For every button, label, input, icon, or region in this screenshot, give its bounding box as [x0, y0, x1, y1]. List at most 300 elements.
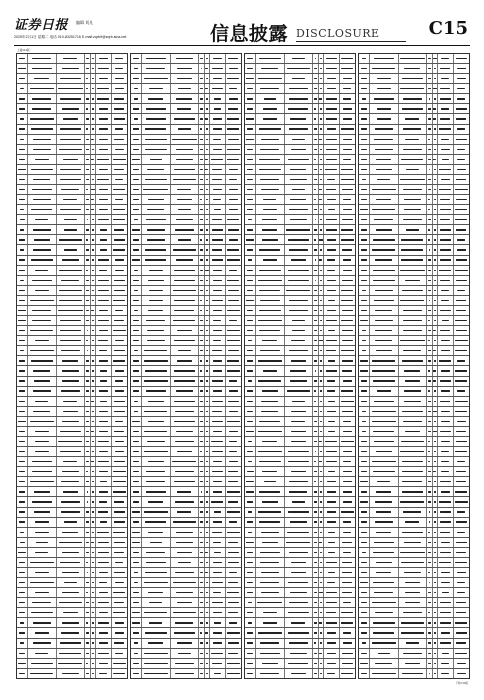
table-cell: [370, 669, 399, 678]
illegible-text-stroke: [404, 199, 422, 200]
table-cell: [340, 94, 355, 103]
table-cell: [28, 528, 57, 537]
illegible-text-stroke: [114, 239, 125, 240]
illegible-text-stroke: [86, 280, 88, 281]
illegible-text-stroke: [147, 169, 164, 170]
table-cell: [340, 296, 355, 305]
table-cell: [324, 74, 339, 83]
table-cell: [256, 64, 285, 73]
table-cell: [96, 145, 111, 154]
table-cell: [28, 326, 57, 335]
table-cell: [210, 175, 225, 184]
illegible-text-stroke: [113, 189, 125, 190]
illegible-text-stroke: [133, 481, 138, 482]
illegible-text-stroke: [227, 259, 240, 260]
illegible-text-stroke: [319, 653, 322, 654]
table-cell: [96, 518, 111, 527]
illegible-text-stroke: [35, 592, 49, 593]
table-cell: [57, 316, 86, 325]
table-cell: [324, 185, 339, 194]
table-cell: [454, 215, 469, 224]
illegible-text-stroke: [314, 179, 317, 180]
table-cell: [256, 256, 285, 265]
table-cell: [96, 618, 111, 627]
table-cell: [399, 649, 428, 658]
illegible-text-stroke: [92, 290, 94, 291]
table-row: [131, 497, 241, 507]
illegible-text-stroke: [428, 431, 431, 432]
illegible-text-stroke: [86, 421, 89, 422]
illegible-text-stroke: [148, 310, 163, 311]
table-cell: [245, 276, 256, 285]
illegible-text-stroke: [87, 330, 89, 331]
table-cell: [57, 628, 86, 637]
illegible-text-stroke: [200, 451, 202, 452]
illegible-text-stroke: [212, 350, 222, 351]
table-cell: [245, 649, 256, 658]
illegible-text-stroke: [228, 229, 239, 230]
illegible-text-stroke: [428, 108, 431, 109]
illegible-text-stroke: [457, 673, 466, 674]
illegible-text-stroke: [60, 209, 81, 210]
table-row: [131, 538, 241, 548]
illegible-text-stroke: [428, 471, 431, 472]
table-cell: [17, 508, 28, 517]
illegible-text-stroke: [402, 491, 423, 492]
table-cell: [17, 467, 28, 476]
illegible-text-stroke: [32, 320, 51, 321]
table-cell: [112, 286, 127, 295]
illegible-text-stroke: [146, 552, 165, 553]
illegible-text-stroke: [213, 340, 221, 341]
table-cell: [324, 215, 339, 224]
illegible-text-stroke: [228, 290, 239, 291]
table-cell: [57, 618, 86, 627]
illegible-text-stroke: [92, 411, 94, 412]
table-cell: [131, 175, 142, 184]
table-cell: [438, 125, 453, 134]
illegible-text-stroke: [148, 401, 164, 402]
illegible-text-stroke: [343, 139, 351, 140]
table-row: [359, 114, 469, 124]
illegible-text-stroke: [214, 622, 222, 623]
table-cell: [57, 215, 86, 224]
table-row: [359, 377, 469, 387]
table-row: [245, 94, 355, 104]
table-row: [131, 94, 241, 104]
illegible-text-stroke: [133, 592, 138, 593]
table-row: [359, 64, 469, 74]
table-row: [17, 286, 127, 296]
table-cell: [245, 235, 256, 244]
table-row: [359, 427, 469, 437]
illegible-text-stroke: [320, 360, 322, 361]
table-cell: [438, 417, 453, 426]
illegible-text-stroke: [148, 199, 164, 200]
table-row: [131, 377, 241, 387]
table-row: [359, 175, 469, 185]
illegible-text-stroke: [341, 290, 353, 291]
illegible-text-stroke: [133, 431, 139, 432]
illegible-text-stroke: [289, 642, 309, 643]
illegible-text-stroke: [247, 108, 253, 109]
illegible-text-stroke: [86, 521, 88, 522]
illegible-text-stroke: [320, 390, 322, 391]
illegible-text-stroke: [177, 511, 191, 512]
illegible-text-stroke: [229, 179, 237, 180]
illegible-text-stroke: [33, 370, 50, 371]
illegible-text-stroke: [145, 128, 166, 129]
table-cell: [245, 618, 256, 627]
illegible-text-stroke: [227, 78, 239, 79]
table-cell: [28, 316, 57, 325]
illegible-text-stroke: [341, 179, 354, 180]
illegible-text-stroke: [405, 663, 420, 664]
table-cell: [57, 608, 86, 617]
table-row: [17, 387, 127, 397]
table-cell: [245, 508, 256, 517]
table-cell: [131, 578, 142, 587]
illegible-text-stroke: [343, 491, 352, 492]
illegible-text-stroke: [360, 320, 367, 321]
table-cell: [28, 649, 57, 658]
illegible-text-stroke: [92, 270, 94, 271]
table-cell: [210, 125, 225, 134]
table-cell: [359, 84, 370, 93]
illegible-text-stroke: [401, 259, 423, 260]
table-cell: [256, 54, 285, 63]
illegible-text-stroke: [206, 431, 208, 432]
illegible-text-stroke: [261, 401, 278, 402]
illegible-text-stroke: [455, 622, 467, 623]
illegible-text-stroke: [314, 663, 316, 664]
illegible-text-stroke: [201, 491, 203, 492]
illegible-text-stroke: [86, 128, 88, 129]
table-cell: [370, 518, 399, 527]
table-cell: [438, 336, 453, 345]
illegible-text-stroke: [326, 219, 338, 220]
illegible-text-stroke: [376, 169, 392, 170]
table-cell: [210, 447, 225, 456]
illegible-text-stroke: [228, 501, 238, 502]
table-cell: [112, 598, 127, 607]
table-cell: [171, 356, 200, 365]
table-row: [17, 366, 127, 376]
illegible-text-stroke: [98, 653, 109, 654]
illegible-text-stroke: [456, 471, 466, 472]
illegible-text-stroke: [99, 270, 107, 271]
table-cell: [438, 467, 453, 476]
table-cell: [210, 387, 225, 396]
illegible-text-stroke: [327, 78, 335, 79]
illegible-text-stroke: [99, 128, 108, 129]
table-cell: [112, 145, 127, 154]
illegible-text-stroke: [113, 491, 126, 492]
illegible-text-stroke: [314, 622, 316, 623]
table-row: [359, 397, 469, 407]
illegible-text-stroke: [320, 380, 323, 381]
illegible-text-stroke: [200, 380, 203, 381]
illegible-text-stroke: [372, 209, 395, 210]
illegible-text-stroke: [61, 481, 79, 482]
table-cell: [324, 578, 339, 587]
illegible-text-stroke: [35, 532, 49, 533]
illegible-text-stroke: [291, 411, 306, 412]
illegible-text-stroke: [428, 199, 430, 200]
illegible-text-stroke: [133, 58, 139, 59]
illegible-text-stroke: [434, 602, 436, 603]
illegible-text-stroke: [206, 653, 208, 654]
illegible-text-stroke: [133, 169, 138, 170]
table-cell: [399, 64, 428, 73]
table-cell: [112, 659, 127, 668]
illegible-text-stroke: [229, 390, 238, 391]
table-cell: [256, 467, 285, 476]
illegible-text-stroke: [228, 542, 238, 543]
table-cell: [454, 639, 469, 648]
illegible-text-stroke: [19, 501, 26, 502]
illegible-text-stroke: [434, 78, 436, 79]
illegible-text-stroke: [145, 179, 167, 180]
illegible-text-stroke: [113, 300, 125, 301]
table-row: [17, 598, 127, 608]
table-cell: [438, 326, 453, 335]
illegible-text-stroke: [35, 632, 49, 633]
table-cell: [28, 104, 57, 113]
illegible-text-stroke: [343, 481, 352, 482]
table-cell: [210, 477, 225, 486]
table-cell: [324, 387, 339, 396]
table-cell: [57, 397, 86, 406]
table-cell: [399, 215, 428, 224]
illegible-text-stroke: [320, 642, 322, 643]
table-row: [131, 306, 241, 316]
table-cell: [454, 669, 469, 678]
illegible-text-stroke: [32, 602, 51, 603]
table-cell: [340, 135, 355, 144]
illegible-text-stroke: [378, 653, 390, 654]
illegible-text-stroke: [456, 139, 467, 140]
table-cell: [142, 316, 171, 325]
illegible-text-stroke: [114, 411, 125, 412]
illegible-text-stroke: [320, 673, 322, 674]
illegible-text-stroke: [147, 229, 164, 230]
illegible-text-stroke: [248, 340, 253, 341]
illegible-text-stroke: [327, 239, 337, 240]
table-cell: [142, 296, 171, 305]
table-cell: [454, 74, 469, 83]
illegible-text-stroke: [100, 401, 107, 402]
illegible-text-stroke: [457, 159, 465, 160]
table-cell: [142, 477, 171, 486]
table-cell: [454, 568, 469, 577]
table-cell: [142, 84, 171, 93]
illegible-text-stroke: [133, 330, 138, 331]
illegible-text-stroke: [31, 128, 53, 129]
table-cell: [226, 528, 241, 537]
illegible-text-stroke: [145, 249, 166, 250]
table-cell: [340, 114, 355, 123]
table-row: [359, 407, 469, 417]
table-cell: [399, 54, 428, 63]
table-cell: [370, 477, 399, 486]
table-row: [245, 235, 355, 245]
illegible-text-stroke: [62, 108, 79, 109]
table-cell: [256, 618, 285, 627]
table-cell: [285, 326, 314, 335]
table-cell: [96, 225, 111, 234]
illegible-text-stroke: [132, 542, 139, 543]
table-cell: [28, 175, 57, 184]
illegible-text-stroke: [200, 159, 202, 160]
table-row: [131, 316, 241, 326]
table-cell: [454, 558, 469, 567]
illegible-text-stroke: [62, 622, 80, 623]
illegible-text-stroke: [200, 481, 203, 482]
illegible-text-stroke: [260, 653, 279, 654]
illegible-text-stroke: [149, 622, 162, 623]
table-cell: [112, 336, 127, 345]
illegible-text-stroke: [201, 68, 203, 69]
table-cell: [285, 145, 314, 154]
table-row: [359, 437, 469, 447]
table-row: [245, 316, 355, 326]
table-cell: [112, 185, 127, 194]
table-cell: [340, 346, 355, 355]
illegible-text-stroke: [372, 673, 396, 674]
illegible-text-stroke: [247, 471, 254, 472]
table-cell: [17, 487, 28, 496]
table-cell: [171, 155, 200, 164]
illegible-text-stroke: [320, 310, 322, 311]
illegible-text-stroke: [361, 390, 366, 391]
table-cell: [171, 397, 200, 406]
illegible-text-stroke: [173, 249, 196, 250]
illegible-text-stroke: [177, 78, 192, 79]
table-cell: [96, 326, 111, 335]
table-cell: [112, 54, 127, 63]
table-row: [245, 205, 355, 215]
table-cell: [28, 548, 57, 557]
illegible-text-stroke: [134, 219, 139, 220]
illegible-text-stroke: [228, 471, 238, 472]
table-cell: [142, 548, 171, 557]
illegible-text-stroke: [428, 572, 430, 573]
illegible-text-stroke: [434, 481, 437, 482]
table-cell: [142, 397, 171, 406]
illegible-text-stroke: [247, 653, 253, 654]
illegible-text-stroke: [402, 481, 422, 482]
illegible-text-stroke: [34, 511, 49, 512]
table-row: [359, 125, 469, 135]
illegible-text-stroke: [178, 88, 191, 89]
illegible-text-stroke: [99, 189, 108, 190]
illegible-text-stroke: [19, 673, 26, 674]
table-cell: [285, 104, 314, 113]
table-cell: [340, 649, 355, 658]
table-cell: [245, 447, 256, 456]
illegible-text-stroke: [376, 572, 391, 573]
table-cell: [226, 477, 241, 486]
illegible-text-stroke: [441, 542, 450, 543]
illegible-text-stroke: [362, 431, 367, 432]
table-row: [17, 185, 127, 195]
illegible-text-stroke: [263, 118, 277, 119]
illegible-text-stroke: [434, 128, 436, 129]
illegible-text-stroke: [200, 390, 203, 391]
illegible-text-stroke: [319, 340, 322, 341]
table-cell: [28, 639, 57, 648]
table-row: [245, 518, 355, 528]
table-cell: [28, 114, 57, 123]
table-cell: [256, 185, 285, 194]
table-cell: [340, 54, 355, 63]
illegible-text-stroke: [341, 169, 353, 170]
illegible-text-stroke: [434, 532, 436, 533]
illegible-text-stroke: [314, 310, 317, 311]
table-cell: [28, 487, 57, 496]
table-row: [245, 165, 355, 175]
table-cell: [112, 578, 127, 587]
table-row: [17, 326, 127, 336]
table-cell: [210, 346, 225, 355]
table-cell: [340, 185, 355, 194]
table-cell: [226, 548, 241, 557]
table-cell: [245, 74, 256, 83]
table-cell: [454, 387, 469, 396]
table-cell: [438, 296, 453, 305]
illegible-text-stroke: [87, 501, 89, 502]
illegible-text-stroke: [441, 149, 449, 150]
table-row: [131, 104, 241, 114]
illegible-text-stroke: [314, 562, 316, 563]
illegible-text-stroke: [229, 98, 238, 99]
table-row: [17, 74, 127, 84]
table-cell: [17, 64, 28, 73]
table-cell: [245, 256, 256, 265]
table-cell: [17, 628, 28, 637]
table-cell: [28, 276, 57, 285]
table-row: [131, 74, 241, 84]
illegible-text-stroke: [327, 179, 335, 180]
illegible-text-stroke: [247, 350, 254, 351]
table-cell: [359, 618, 370, 627]
table-cell: [28, 245, 57, 254]
illegible-text-stroke: [291, 149, 307, 150]
table-cell: [142, 256, 171, 265]
table-cell: [438, 649, 453, 658]
table-cell: [399, 558, 428, 567]
illegible-text-stroke: [200, 340, 203, 341]
illegible-text-stroke: [134, 572, 139, 573]
table-cell: [370, 125, 399, 134]
illegible-text-stroke: [406, 169, 420, 170]
illegible-text-stroke: [60, 330, 81, 331]
table-row: [17, 669, 127, 678]
illegible-text-stroke: [133, 461, 139, 462]
illegible-text-stroke: [229, 572, 237, 573]
illegible-text-stroke: [455, 370, 467, 371]
illegible-text-stroke: [343, 118, 352, 119]
illegible-text-stroke: [374, 542, 394, 543]
table-cell: [340, 326, 355, 335]
table-cell: [171, 215, 200, 224]
illegible-text-stroke: [314, 300, 317, 301]
table-cell: [359, 346, 370, 355]
table-cell: [340, 487, 355, 496]
table-cell: [359, 276, 370, 285]
illegible-text-stroke: [19, 259, 25, 260]
